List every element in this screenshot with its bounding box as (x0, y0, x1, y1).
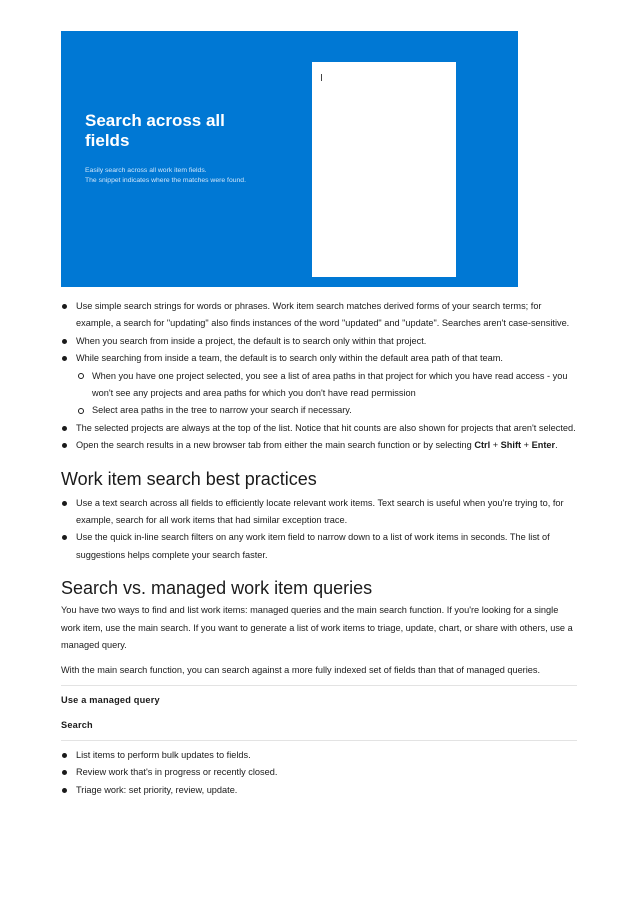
sub-list-item: When you have one project selected, you see a list of area paths in that project for which you have read access - you won't see any projects and area paths for which you don't have read permission (77, 368, 577, 403)
list-item-text: Open the search results in a new browser tab from either the main search function or by selecting (76, 440, 472, 451)
kbd-enter: Enter (531, 440, 556, 451)
hero-search-panel (312, 62, 456, 277)
list-item (61, 350, 577, 420)
article-body (61, 298, 577, 799)
text-cursor-icon (321, 74, 322, 81)
tips-list (61, 298, 577, 455)
list-item-text: While searching from inside a team, the default is to search only within the default area path of that team. (76, 353, 503, 364)
hero-subtitle (85, 166, 305, 186)
sub-list-item: Select area paths in the tree to narrow your search if necessary. (77, 402, 577, 419)
list-item: Use a text search across all fields to efficiently locate relevant work items. Text search is useful when you're trying to, for example, search for all work items that had similar exception trace. (61, 495, 577, 530)
best-practices-heading: Work item search best practices (61, 468, 317, 489)
managed-query-list (61, 747, 577, 799)
list-item: Review work that's in progress or recently closed. (61, 764, 577, 781)
best-practices-list (61, 495, 577, 565)
kbd-shift: Shift (500, 440, 522, 451)
period: . (555, 440, 558, 451)
versus-heading: Search vs. managed work item queries (61, 578, 373, 599)
list-item: List items to perform bulk updates to fields. (61, 747, 577, 764)
list-item: Use the quick in-line search filters on any work item field to narrow down to a list of work items in seconds. The list of suggestions helps complete your search faster. (61, 529, 577, 564)
hero-image (61, 31, 518, 287)
column-header-search: Search (61, 719, 93, 730)
table-divider (61, 685, 577, 686)
table-divider (61, 740, 577, 741)
list-item: Use simple search strings for words or phrases. Work item search matches derived forms of your search terms; for example, a search for "updating" also finds instances of the word "updated" and "update". Searches aren't case-sensitive. (61, 298, 577, 333)
hero-title: Search across all fields (85, 111, 225, 150)
kbd-plus: + (492, 440, 499, 451)
sub-list (77, 368, 577, 420)
list-item: Triage work: set priority, review, update. (61, 782, 577, 799)
versus-paragraph: You have two ways to find and list work items: managed queries and the main search function. If you're looking for a single work item, use the main search. If you want to generate a list of work items to triage, update, chart, or share with others, use a managed query. (61, 605, 573, 651)
list-item (61, 437, 577, 454)
kbd-plus: + (523, 440, 530, 451)
list-item: The selected projects are always at the top of the list. Notice that hit counts are also shown for projects that aren't selected. (61, 420, 577, 437)
kbd-ctrl: Ctrl (474, 440, 491, 451)
list-item: When you search from inside a project, the default is to search only within that project. (61, 333, 577, 350)
column-header-managed-query: Use a managed query (61, 694, 160, 705)
hero-subtitle-line: The snippet indicates where the matches were found. (85, 177, 246, 184)
hero-subtitle-line: Easily search across all work item fields. (85, 167, 207, 174)
versus-paragraph: With the main search function, you can search against a more fully indexed set of fields than that of managed queries. (61, 664, 541, 675)
